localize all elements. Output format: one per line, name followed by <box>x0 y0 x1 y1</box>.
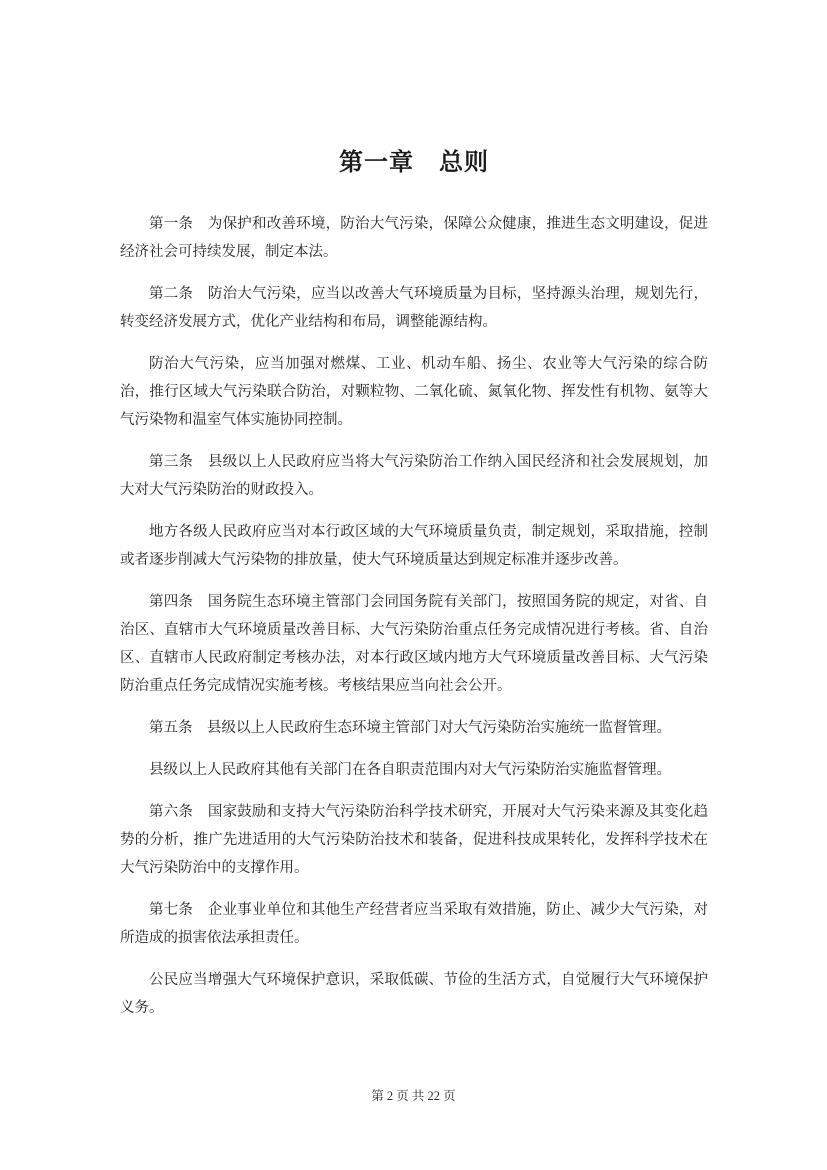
article-paragraph: 第三条 县级以上人民政府应当将大气污染防治工作纳入国民经济和社会发展规划，加大对大气污染防治的财政投入。 <box>120 454 708 498</box>
article-paragraph: 第四条 国务院生态环境主管部门会同国务院有关部门，按照国务院的规定，对省、自治区、直辖市大气环境质量改善目标、大气污染防治重点任务完成情况进行考核。省、自治区、直辖市人民政府制定考核办法，对本行政区域内地方大气环境质量改善目标、大气污染防治重点任务完成情况实施考核。考核结果应当向社会公开。 <box>120 594 708 694</box>
article-paragraph: 公民应当增强大气环境保护意识，采取低碳、节俭的生活方式，自觉履行大气环境保护义务。 <box>120 972 708 1016</box>
page-footer: 第 2 页 共 22 页 <box>371 1089 456 1103</box>
article-paragraph: 第二条 防治大气污染，应当以改善大气环境质量为目标，坚持源头治理，规划先行，转变经济发展方式，优化产业结构和布局，调整能源结构。 <box>120 286 708 330</box>
article-paragraph: 第五条 县级以上人民政府生态环境主管部门对大气污染防治实施统一监督管理。 <box>149 720 671 736</box>
article-paragraph: 第六条 国家鼓励和支持大气污染防治科学技术研究，开展对大气污染来源及其变化趋势的分析，推广先进适用的大气污染防治技术和装备，促进科技成果转化，发挥科学技术在大气污染防治中的支撑作用。 <box>120 804 708 876</box>
document-body <box>120 210 708 1022</box>
article-paragraph: 第一条 为保护和改善环境，防治大气污染，保障公众健康，推进生态文明建设，促进经济社会可持续发展，制定本法。 <box>120 216 708 260</box>
article-paragraph: 县级以上人民政府其他有关部门在各自职责范围内对大气污染防治实施监督管理。 <box>149 762 671 778</box>
article-paragraph: 地方各级人民政府应当对本行政区域的大气环境质量负责，制定规划，采取措施，控制或者逐步削减大气污染物的排放量，使大气环境质量达到规定标准并逐步改善。 <box>120 524 708 568</box>
chapter-title: 第一章 总则 <box>339 149 489 176</box>
document-content <box>120 0 708 1036</box>
article-paragraph: 第七条 企业事业单位和其他生产经营者应当采取有效措施，防止、减少大气污染，对所造成的损害依法承担责任。 <box>120 902 708 946</box>
article-paragraph: 防治大气污染，应当加强对燃煤、工业、机动车船、扬尘、农业等大气污染的综合防治，推行区域大气污染联合防治，对颗粒物、二氧化硫、氮氧化物、挥发性有机物、氨等大气污染物和温室气体实施协同控制。 <box>120 356 708 428</box>
